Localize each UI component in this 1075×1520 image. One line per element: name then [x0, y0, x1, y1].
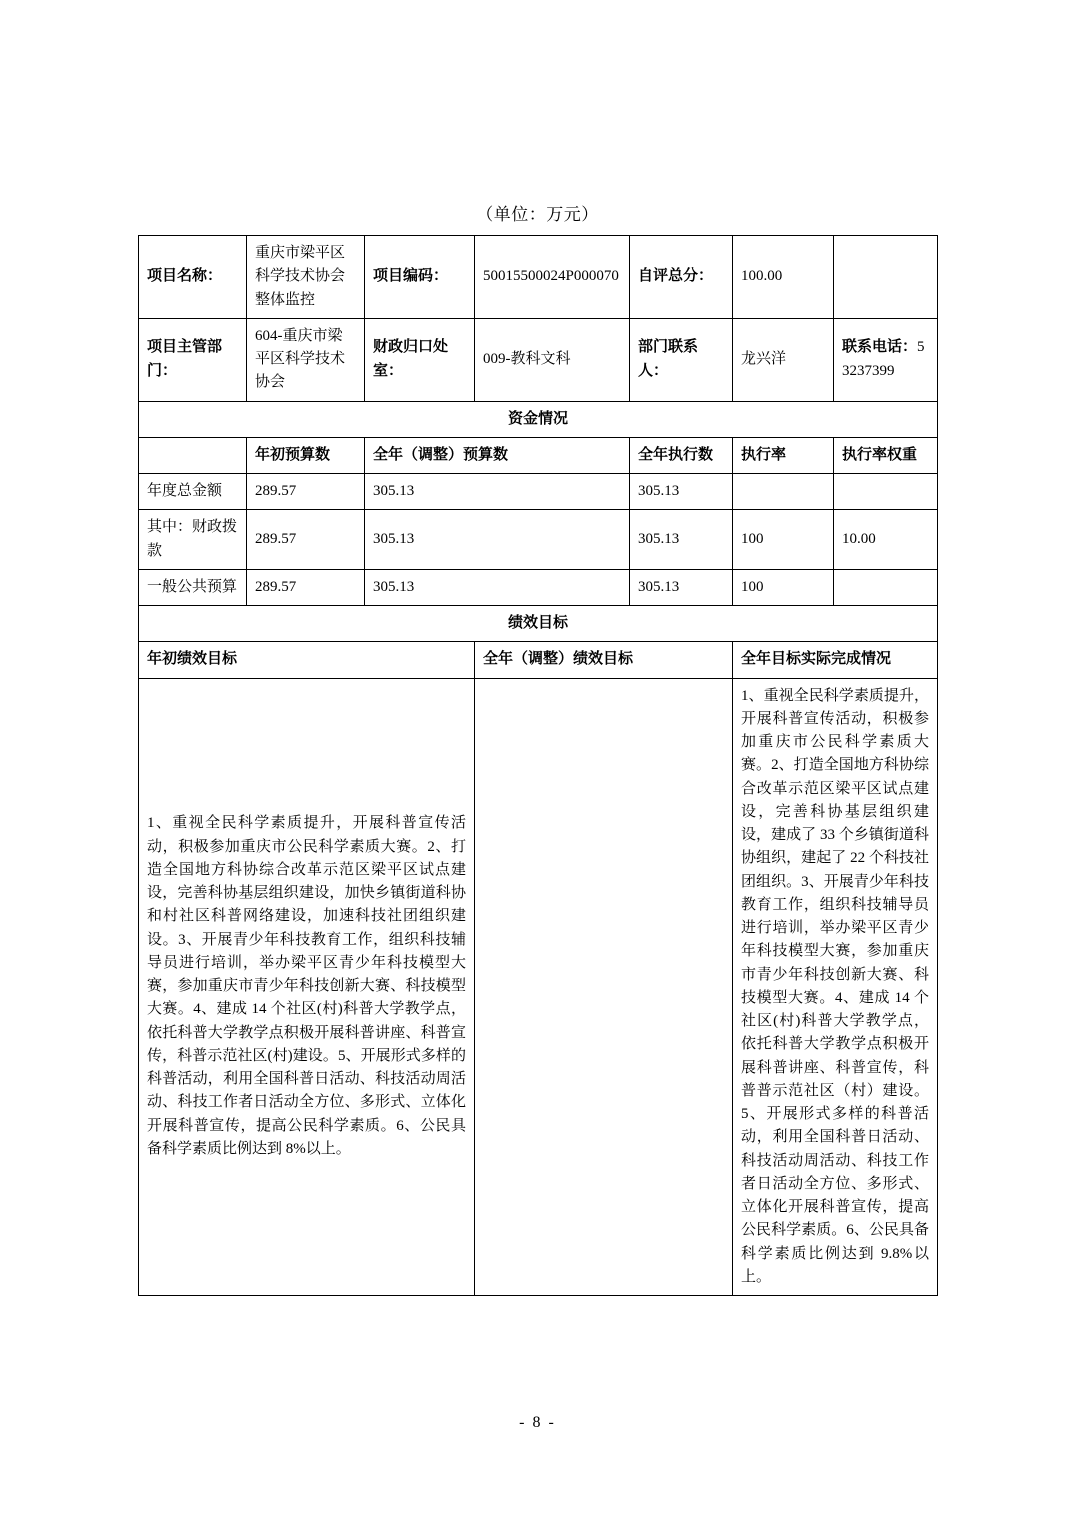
- table-row-department-info: [139, 318, 938, 401]
- performance-col3-text: [733, 678, 938, 1296]
- fund-row-name: 其中：财政拨款: [139, 510, 247, 570]
- fund-row-executed: 305.13: [630, 510, 733, 570]
- project-code-label: 项目编码：: [365, 236, 475, 319]
- page-number: - 8 -: [519, 1414, 556, 1431]
- fund-row-rate: [733, 474, 834, 510]
- fund-row-executed: 305.13: [630, 569, 733, 605]
- fund-row-score: [834, 474, 938, 510]
- table-row-funds-header: [139, 437, 938, 473]
- table-row-funds-title: [139, 401, 938, 437]
- phone-cell: [834, 318, 938, 401]
- funds-header-1: 年初预算数: [247, 437, 365, 473]
- funds-section-title: 资金情况: [139, 401, 938, 437]
- dept-value: 604-重庆市梁平区科学技术协会: [247, 318, 365, 401]
- performance-col3-header: 全年目标实际完成情况: [733, 642, 938, 678]
- table-row-project-info: [139, 236, 938, 319]
- table-row-performance-header: [139, 642, 938, 678]
- funds-header-0: [139, 437, 247, 473]
- fund-row-adjusted: 305.13: [365, 510, 630, 570]
- fund-row-adjusted: 305.13: [365, 474, 630, 510]
- performance-col1-paragraph: 1、重视全民科学素质提升，开展科普宣传活动，积极参加重庆市公民科学素质大赛。2、打造全国地方科协综合改革示范区梁平区试点建设，完善科协基层组织建设，加快乡镇街道科协和村社区科普网络建设，加速科技社团组织建设。3、开展青少年科技教育工作，组织科技辅导员进行培训，举办梁平区青少年科技模型大赛，参加重庆市青少年科技创新大赛、科技模型大赛。4、建成 14 个社区(村)科普大学教学点，依托科普大学教学点积极开展科普讲座、科普宣传，科普示范社区(村)建设。5、开展形式多样的科普活动，利用全国科普日活动、科技活动周活动、科技工作者日活动全方位、多形式、立体化开展科普宣传，提高公民科学素质。6、公民具备科学素质比例达到 8%以上。: [147, 815, 466, 1157]
- table-row-performance-title: [139, 606, 938, 642]
- fund-row-begin: 289.57: [247, 569, 365, 605]
- table-row: [139, 569, 938, 605]
- project-name-value: 重庆市梁平区科学技术协会整体监控: [247, 236, 365, 319]
- performance-col2-header: 全年（调整）绩效目标: [475, 642, 733, 678]
- office-label: 财政归口处室：: [365, 318, 475, 401]
- funds-header-3: 全年执行数: [630, 437, 733, 473]
- project-code-value: 50015500024P000070: [475, 236, 630, 319]
- performance-col3-paragraph: 1、重视全民科学素质提升，开展科普宣传活动，积极参加重庆市公民科学素质大赛。2、打造全国地方科协综合改革示范区梁平区试点建设，完善科协基层组织建设，建成了 33 个乡镇街道科协组织，建起了 22 个科技社团组织。3、开展青少年科技教育工作，组织科技辅导员进行培训，举办梁平区青少年科技模型大赛，参加重庆市青少年科技创新大赛、科技模型大赛。4、建成 14 个社区(村)科普大学教学点，依托科普大学教学点积极开展科普讲座、科普宣传，科普普示范社区（村）建设。5、开展形式多样的科普活动，利用全国科普日活动、科技活动周活动、科技工作者日活动全方位、多形式、立体化开展科普宣传，提高公民科学素质。6、公民具备科学素质比例达到 9.8%以上。: [741, 687, 929, 1285]
- fund-row-begin: 289.57: [247, 474, 365, 510]
- fund-row-rate: 100: [733, 569, 834, 605]
- empty-cell-1: [834, 236, 938, 319]
- table-row: [139, 510, 938, 570]
- project-name-label: 项目名称：: [139, 236, 247, 319]
- funds-header-2: 全年（调整）预算数: [365, 437, 630, 473]
- fund-row-score: [834, 569, 938, 605]
- fund-row-executed: 305.13: [630, 474, 733, 510]
- self-score-label: 自评总分：: [630, 236, 733, 319]
- performance-section-title: 绩效目标: [139, 606, 938, 642]
- fund-row-score: 10.00: [834, 510, 938, 570]
- performance-col1-header: 年初绩效目标: [139, 642, 475, 678]
- unit-note: （单位：万元）: [476, 205, 599, 224]
- table-row: [139, 474, 938, 510]
- phone-label: 联系电话：: [842, 339, 918, 356]
- fund-row-name: 年度总金额: [139, 474, 247, 510]
- table-row-performance-body: [139, 678, 938, 1296]
- phone-value: 53237399: [842, 339, 925, 379]
- performance-col1-text: [139, 678, 475, 1296]
- contact-value: 龙兴洋: [733, 318, 834, 401]
- contact-label: 部门联系人：: [630, 318, 733, 401]
- fund-row-name: 一般公共预算: [139, 569, 247, 605]
- fund-row-adjusted: 305.13: [365, 569, 630, 605]
- self-score-value: 100.00: [733, 236, 834, 319]
- evaluation-table: [138, 235, 938, 1296]
- dept-label: 项目主管部门：: [139, 318, 247, 401]
- office-value: 009-教科文科: [475, 318, 630, 401]
- funds-header-4: 执行率: [733, 437, 834, 473]
- funds-header-5: 执行率权重: [834, 437, 938, 473]
- fund-row-begin: 289.57: [247, 510, 365, 570]
- fund-row-rate: 100: [733, 510, 834, 570]
- performance-col2-text: [475, 678, 733, 1296]
